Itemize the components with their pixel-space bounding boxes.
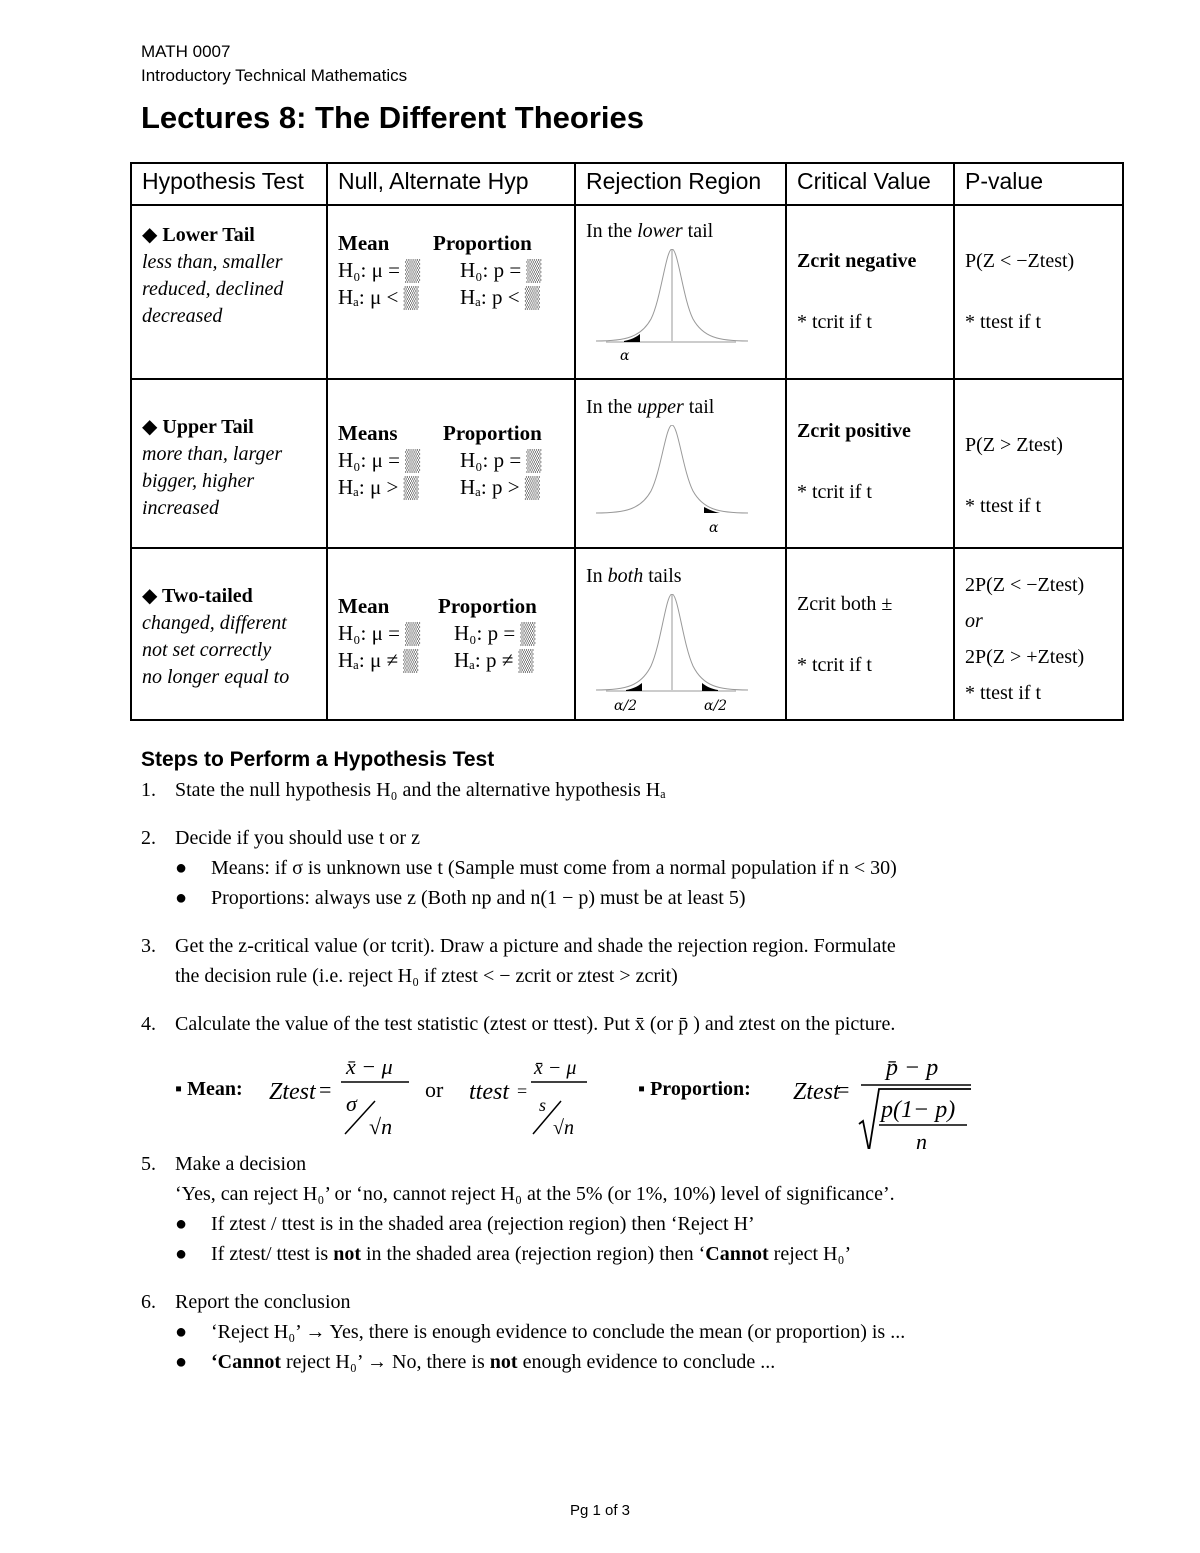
region-text: tail xyxy=(682,220,714,242)
region-text: In the xyxy=(586,396,638,418)
step-text: Decide if you should use t or z xyxy=(175,827,420,849)
bullet-emphasis: not xyxy=(333,1243,361,1265)
proportion-label: Proportion xyxy=(443,421,542,445)
test-name: Upper Tail xyxy=(162,416,254,438)
region-word: both xyxy=(607,565,644,587)
alt-prop: Hₐ: p ≠ ▒ xyxy=(454,648,534,672)
document-header xyxy=(141,40,407,88)
alt-mean: Hₐ: μ ≠ ▒ xyxy=(338,648,419,672)
alt-prop: Hₐ: p < ▒ xyxy=(460,285,540,309)
prop-denominator-n: n xyxy=(916,1129,927,1149)
region-word: lower xyxy=(637,220,683,242)
region-word: upper xyxy=(637,396,684,418)
mean-label: Means xyxy=(338,421,398,445)
hypothesis-test-table xyxy=(130,162,1124,721)
critical-t-note: * tcrit if t xyxy=(797,654,872,676)
table-row xyxy=(131,548,1123,720)
z-test-symbol-prop: Ztest xyxy=(793,1079,840,1105)
bullet-text: If ztest / ttest is in the shaded area (rejection region) then ‘Reject H’ xyxy=(211,1213,755,1235)
p-value: 2P(Z < −Ztest) xyxy=(965,574,1085,596)
sqrt-n-t: √n xyxy=(553,1117,574,1139)
bullet-emphasis: ‘Cannot xyxy=(211,1351,282,1373)
list-item: ● If ztest/ ttest is not in the shaded area (rejection region) then ‘Cannot reject H₀’ xyxy=(175,1243,852,1265)
bullet-text: Means: if σ is unknown use t (Sample must come from a normal population if n < 30) xyxy=(211,857,897,879)
svg-text:=: = xyxy=(517,1081,528,1101)
step-text: Make a decision xyxy=(175,1153,307,1175)
two-tailed-curve xyxy=(586,594,776,714)
mean-label: Mean xyxy=(338,594,390,618)
step-4: 4. Calculate the value of the test statistic (ztest or ttest). Put x̄ (or p̄ ) and ztest on the picture. xyxy=(141,1013,896,1035)
null-mean: H₀: μ = ▒ xyxy=(338,258,421,282)
mean-numerator-t: x̄ − μ xyxy=(534,1057,577,1079)
bullet-text: If ztest/ ttest is xyxy=(211,1243,334,1265)
prop-denominator: p(1− p) xyxy=(881,1097,956,1123)
alt-mean: Hₐ: μ < ▒ xyxy=(338,285,419,309)
test-name: Two-tailed xyxy=(162,585,253,607)
test-name: Lower Tail xyxy=(162,224,255,246)
col-header-test: Hypothesis Test xyxy=(131,163,327,205)
step-text: State the null hypothesis H₀ and the alternative hypothesis Hₐ xyxy=(175,779,666,801)
bullet-text: reject H₀’ → No, there is xyxy=(281,1351,490,1373)
bullet-text: Proportions: always use z (Both np and n(1 − p) must be at least 5) xyxy=(211,887,746,909)
svg-text:=: = xyxy=(837,1077,850,1102)
mean-formula-label: ▪ Mean: xyxy=(175,1078,243,1100)
alpha-label: α xyxy=(709,520,719,536)
diamond-icon: ◆ xyxy=(142,224,158,246)
bullet-text: reject H₀’ xyxy=(768,1243,852,1265)
table-row xyxy=(131,205,1123,379)
keyword-line: less than, smaller xyxy=(142,251,283,273)
s-denominator: s xyxy=(539,1095,547,1115)
bullet-text: in the shaded area (rejection region) then ‘ xyxy=(361,1243,706,1265)
keyword-line: decreased xyxy=(142,305,223,327)
proportion-formula-label: ▪ Proportion: xyxy=(638,1078,751,1100)
course-name: Introductory Technical Mathematics xyxy=(141,66,408,85)
mean-numerator: x̄ − μ xyxy=(346,1054,393,1079)
p-t-note: * ttest if t xyxy=(965,495,1042,517)
p-t-note: * ttest if t xyxy=(965,311,1042,333)
alt-prop: Hₐ: p > ▒ xyxy=(460,475,540,499)
critical-t-note: * tcrit if t xyxy=(797,481,872,503)
p-value: P(Z > Ztest) xyxy=(965,434,1063,456)
p-t-note: * ttest if t xyxy=(965,682,1042,704)
step-5: 5. Make a decision xyxy=(141,1153,307,1175)
or-text: or xyxy=(425,1077,444,1102)
formula-graphic xyxy=(141,1039,1151,1149)
step-text: ‘Yes, can reject H₀’ or ‘no, cannot reject H₀ at the 5% (or 1%, 10%) level of significance’. xyxy=(175,1183,895,1205)
p-value: P(Z < −Ztest) xyxy=(965,250,1075,272)
diamond-icon: ◆ xyxy=(142,585,158,607)
step-6: 6. Report the conclusion xyxy=(141,1291,351,1313)
table-header-row xyxy=(131,163,1123,205)
region-text: tail xyxy=(683,396,715,418)
critical-t-note: * tcrit if t xyxy=(797,311,872,333)
list-item: ● Means: if σ is unknown use t (Sample must come from a normal population if n < 30) xyxy=(175,857,897,879)
p-or: or xyxy=(965,610,983,632)
keyword-line: reduced, declined xyxy=(142,278,284,300)
test-statistic-formulas xyxy=(141,1039,1151,1149)
critical-value: Zcrit positive xyxy=(797,420,911,442)
null-prop: H₀: p = ▒ xyxy=(460,448,542,472)
list-item: ● ‘Reject H₀’ → Yes, there is enough evidence to conclude the mean (or proportion) is ... xyxy=(175,1321,906,1343)
bullet-text: ‘Reject H₀’ → Yes, there is enough evidence to conclude the mean (or proportion) is ... xyxy=(211,1321,906,1343)
steps-section xyxy=(141,745,1151,1377)
bullet-emphasis: not xyxy=(489,1351,518,1373)
critical-value: Zcrit both ± xyxy=(797,593,893,615)
null-mean: H₀: μ = ▒ xyxy=(338,448,421,472)
upper-tail-curve xyxy=(586,425,776,540)
svg-text:=: = xyxy=(319,1077,332,1102)
steps-heading: Steps to Perform a Hypothesis Test xyxy=(141,748,495,771)
proportion-label: Proportion xyxy=(433,231,532,255)
null-prop: H₀: p = ▒ xyxy=(460,258,542,282)
null-prop: H₀: p = ▒ xyxy=(454,621,536,645)
lower-tail-curve xyxy=(586,249,776,369)
p-value-2: 2P(Z > +Ztest) xyxy=(965,646,1085,668)
region-text: tails xyxy=(643,565,682,587)
bullet-emphasis: Cannot xyxy=(705,1243,769,1265)
step-2: 2. Decide if you should use t or z xyxy=(141,827,420,849)
keyword-line: no longer equal to xyxy=(142,666,290,688)
alt-mean: Hₐ: μ > ▒ xyxy=(338,475,419,499)
step-text: the decision rule (i.e. reject H₀ if ztest < − zcrit or ztest > zcrit) xyxy=(175,965,678,987)
step-text: Calculate the value of the test statistic (ztest or ttest). Put x̄ (or p̄ ) and ztest on the picture. xyxy=(175,1013,896,1035)
bullet-text: enough evidence to conclude ... xyxy=(517,1351,776,1373)
step-3: 3. Get the z-critical value (or tcrit). Draw a picture and shade the rejection region. Formulate xyxy=(141,935,896,957)
region-text: In xyxy=(586,565,608,587)
sqrt-n: √n xyxy=(369,1114,393,1139)
alpha-half-label: α/2 xyxy=(614,698,638,714)
table-row xyxy=(131,379,1123,548)
z-test-symbol: Ztest xyxy=(269,1079,316,1105)
alpha-label: α xyxy=(620,348,630,364)
alpha-half-label: α/2 xyxy=(704,698,728,714)
list-item: ● Proportions: always use z (Both np and n(1 − p) must be at least 5) xyxy=(175,887,746,909)
col-header-pvalue: P-value xyxy=(954,163,1123,205)
course-code: MATH 0007 xyxy=(141,42,231,61)
mean-label: Mean xyxy=(338,231,390,255)
step-1: 1. State the null hypothesis H₀ and the alternative hypothesis Hₐ xyxy=(141,779,666,801)
page-title: Lectures 8: The Different Theories xyxy=(141,100,645,135)
diamond-icon: ◆ xyxy=(142,416,158,438)
list-item: ● ‘Cannot reject H₀’ → No, there is not enough evidence to conclude ... xyxy=(175,1351,776,1373)
step-text: Get the z-critical value (or tcrit). Draw a picture and shade the rejection region. Formulate xyxy=(175,935,896,957)
col-header-critical: Critical Value xyxy=(786,163,954,205)
keyword-line: more than, larger xyxy=(142,443,283,465)
keyword-line: not set correctly xyxy=(142,639,272,661)
keyword-line: bigger, higher xyxy=(142,470,255,492)
proportion-label: Proportion xyxy=(438,594,537,618)
keyword-line: increased xyxy=(142,497,220,519)
step-text: Report the conclusion xyxy=(175,1291,351,1313)
keyword-line: changed, different xyxy=(142,612,287,634)
list-item: ● If ztest / ttest is in the shaded area (rejection region) then ‘Reject H’ xyxy=(175,1213,755,1235)
col-header-rejection: Rejection Region xyxy=(575,163,786,205)
prop-numerator: p̄ − p xyxy=(886,1055,939,1081)
region-text: In the xyxy=(586,220,638,242)
sigma-denominator: σ xyxy=(346,1091,357,1116)
null-mean: H₀: μ = ▒ xyxy=(338,621,421,645)
page-footer: Pg 1 of 3 xyxy=(569,1502,631,1519)
critical-value: Zcrit negative xyxy=(797,250,917,272)
t-test-symbol: ttest xyxy=(469,1079,509,1105)
col-header-hypotheses: Null, Alternate Hyp xyxy=(327,163,575,205)
